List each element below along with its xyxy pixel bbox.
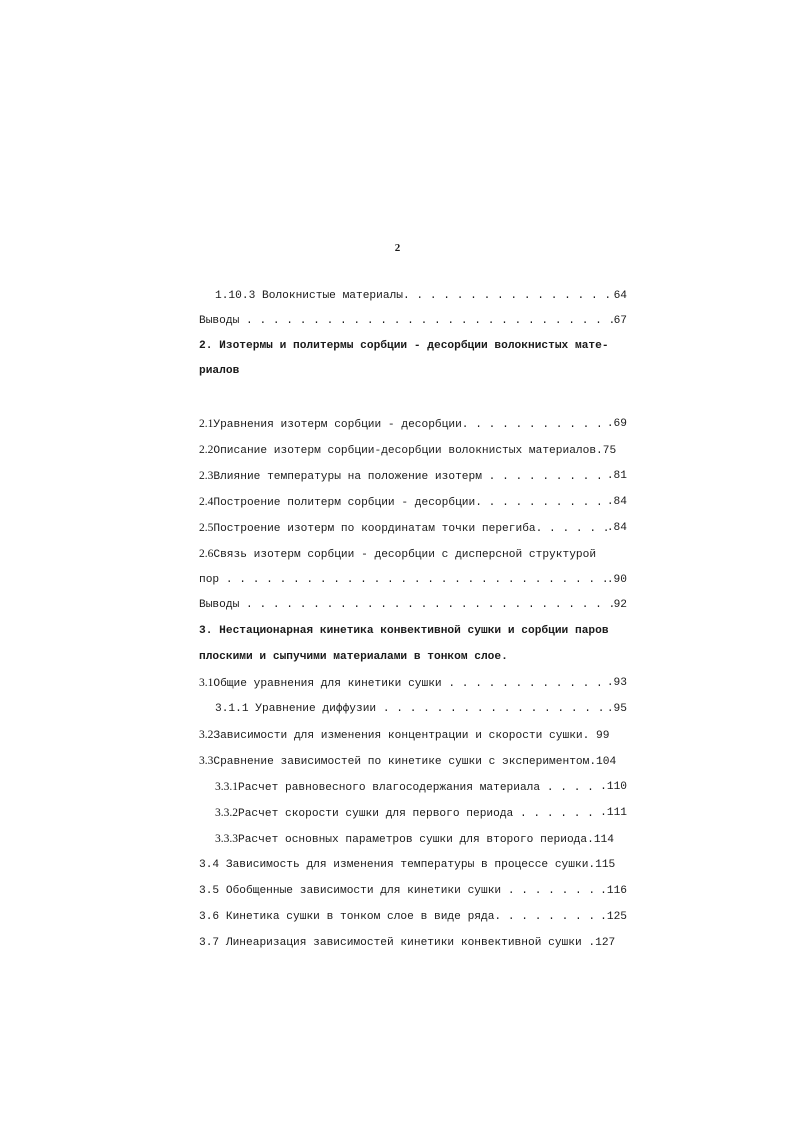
toc-entry xyxy=(215,287,627,305)
toc-entry xyxy=(199,882,627,900)
toc-entry-page: 67 xyxy=(613,315,627,327)
toc-entry-number: 3.3 xyxy=(199,755,214,767)
toc-entry xyxy=(199,415,627,433)
toc-entry-page: .81 xyxy=(606,470,627,482)
toc-entry-title: Описание изотерм сорбции-десорбции волокнистых материалов.75 xyxy=(213,445,617,457)
toc-entry xyxy=(199,856,627,874)
toc-entry-title: Влияние температуры на положение изотерм xyxy=(213,471,482,483)
toc-entry xyxy=(199,596,627,614)
toc-entry-title: Сравнение зависимостей по кинетике сушки с экспериментом.104 xyxy=(213,756,617,768)
toc-entry-page: 92 xyxy=(613,599,627,611)
toc-entry-title: Расчет скорости сушки для первого периода xyxy=(238,808,514,820)
toc-entry-title: Связь изотерм сорбции - десорбции с дисперсной структурой xyxy=(213,549,597,561)
toc-entry-page: .90 xyxy=(606,574,627,586)
toc-entry-title: Выводы xyxy=(199,599,240,611)
toc-entry xyxy=(199,752,627,770)
toc-entry-page: .111 xyxy=(600,807,627,819)
toc-entry-title: пор xyxy=(199,574,220,586)
toc-entry-number: 3.1 xyxy=(199,677,214,689)
toc-entry-title: Построение политерм сорбции - десорбции. xyxy=(213,497,482,509)
toc-entry xyxy=(199,467,627,485)
toc-entry-title: Расчет основных параметров сушки для второго периода.114 xyxy=(238,834,614,846)
toc-entry xyxy=(199,545,627,563)
toc-entry-title: Обобщенные зависимости для кинетики сушки xyxy=(225,885,502,897)
toc-entry-number: 2.1 xyxy=(199,418,214,430)
toc-entry xyxy=(199,312,627,330)
toc-entry xyxy=(215,700,627,718)
toc-entry xyxy=(199,493,627,511)
toc-entry-title: Общие уравнения для кинетики сушки xyxy=(213,678,442,690)
toc-entry-number: 1.10.3 xyxy=(215,290,256,302)
toc-entry-number: 2. xyxy=(199,340,213,352)
toc-entry-number: 3.2 xyxy=(199,729,214,741)
toc-entry-title: Выводы xyxy=(199,315,240,327)
toc-entry-title: Волокнистые материалы. xyxy=(262,290,410,302)
toc-entry-number: 3.6 xyxy=(199,911,220,923)
toc-entry-title: Кинетика сушки в тонком слое в виде ряда. xyxy=(225,911,502,923)
toc-entry xyxy=(199,674,627,692)
toc-entry-page: .116 xyxy=(600,885,627,897)
toc-entry-title: Уравнения изотерм сорбции - десорбции. xyxy=(213,419,469,431)
toc-entry-title: Нестационарная кинетика конвективной сушки и сорбции паров xyxy=(219,625,609,637)
toc-entry-page: .93 xyxy=(606,677,627,689)
toc-entry-number: 3.3.2 xyxy=(215,807,238,819)
toc-entry-title: Зависимости для изменения концентрации и скорости сушки. 99 xyxy=(213,730,610,742)
toc-entry-title: Построение изотерм по координатам точки перегиба. xyxy=(213,523,543,535)
toc-entry-number: 2.3 xyxy=(199,470,214,482)
toc-entry-number: 2.4 xyxy=(199,496,214,508)
toc-entry xyxy=(199,908,627,926)
toc-entry-number: 3.4 xyxy=(199,859,220,871)
toc-entry-page: .110 xyxy=(600,781,627,793)
toc-entry xyxy=(199,571,627,589)
toc-entry xyxy=(215,830,627,848)
toc-chapter-heading xyxy=(199,622,627,640)
toc-entry-number: 3.3.3 xyxy=(215,833,238,845)
toc-entry xyxy=(199,726,627,744)
toc-entry-page: .69 xyxy=(606,418,627,430)
toc-entry-number: 3. xyxy=(199,625,213,637)
toc-entry xyxy=(215,804,627,822)
toc-entry-page: .84 xyxy=(606,496,627,508)
toc-entry-number: 2.5 xyxy=(199,522,214,534)
toc-entry-number: 3.5 xyxy=(199,885,220,897)
toc-entry-number: 2.6 xyxy=(199,548,214,560)
toc-entry-title: риалов xyxy=(199,365,240,377)
toc-entry-page: .84 xyxy=(606,522,627,534)
toc-entry-title: Уравнение диффузии xyxy=(255,703,377,715)
toc-entry xyxy=(199,934,627,952)
toc-entry-number: 3.3.1 xyxy=(215,781,238,793)
toc-chapter-heading xyxy=(199,648,627,666)
toc-entry-page: .95 xyxy=(606,703,627,715)
toc-entry-page: 64 xyxy=(613,290,627,302)
toc-entry xyxy=(215,778,627,796)
toc-entry-number: 2.2 xyxy=(199,444,214,456)
toc-chapter-heading xyxy=(199,337,627,355)
toc-entry-number: 3.7 xyxy=(199,937,220,949)
toc-entry-title: Изотермы и политермы сорбции - десорбции волокнистых мате- xyxy=(219,340,609,352)
toc-entry xyxy=(199,519,627,537)
page-number: 2 xyxy=(394,242,401,254)
toc-entry-title: Расчет равновесного влагосодержания материала xyxy=(238,782,541,794)
toc-entry-number: 3.1.1 xyxy=(215,703,249,715)
toc-entry xyxy=(199,441,627,459)
toc-entry-title: Зависимость для изменения температуры в процессе сушки.115 xyxy=(225,859,616,871)
toc-entry-title: Линеаризация зависимостей кинетики конвективной сушки .127 xyxy=(225,937,616,949)
toc-entry-title: плоскими и сыпучими материалами в тонком слое. xyxy=(199,651,508,663)
toc-entry-page: .125 xyxy=(600,911,627,923)
toc-chapter-heading xyxy=(199,362,627,380)
